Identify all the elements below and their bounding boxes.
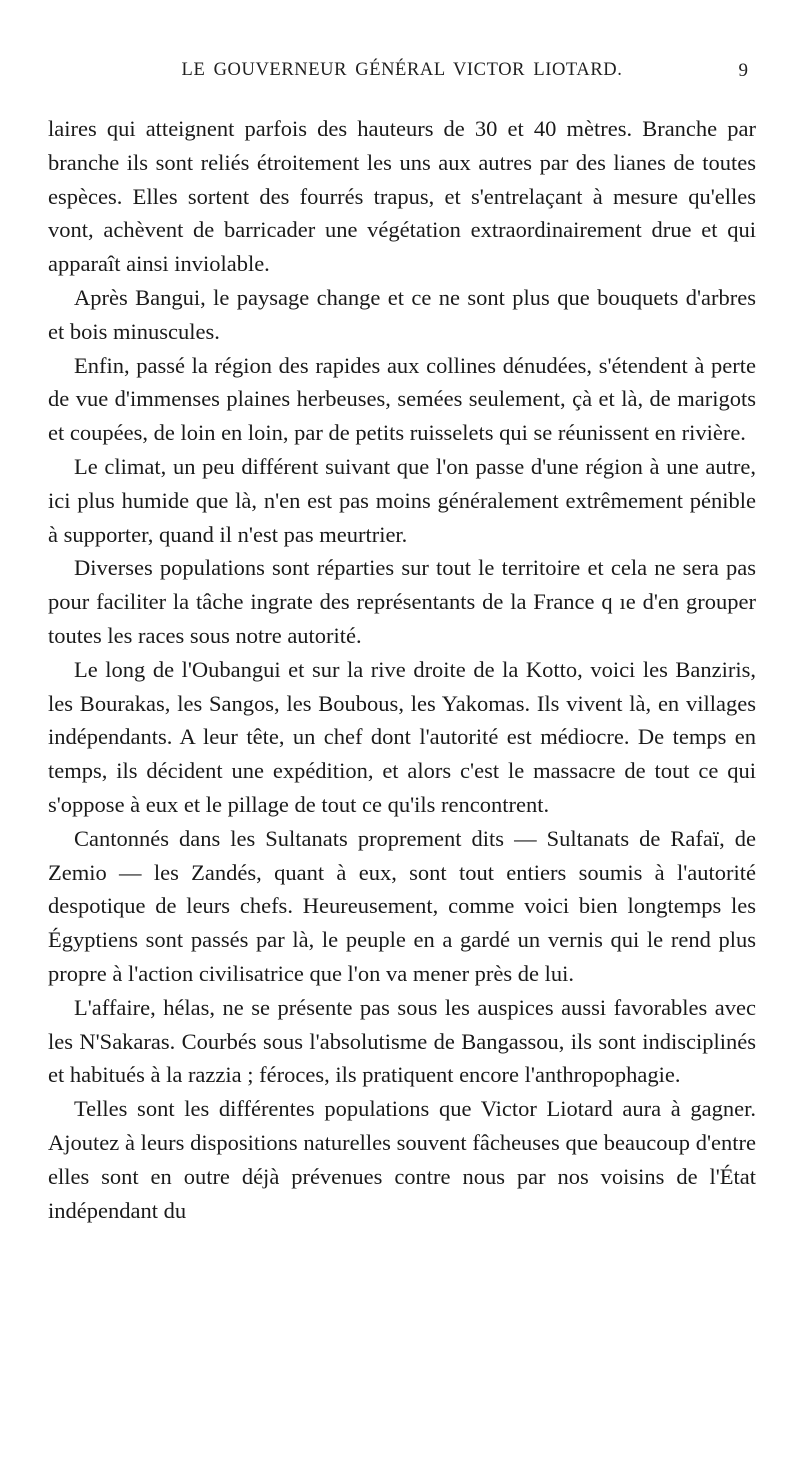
paragraph: Cantonnés dans les Sultanats proprement dits — Sultanats de Rafaï, de Zemio — les Zandés, quant à eux, sont tout entiers soumis à l'autorité despotique de leurs chefs. Heureusement, comme voici bien longtemps les Égyptiens sont passés par là, le peuple en a gardé un vernis qui le rend plus propre à l'action civilisatrice que l'on va mener près de lui.	[48, 825, 756, 986]
paragraph: Enfin, passé la région des rapides aux collines dénudées, s'étendent à perte de vue d'immenses plaines herbeuses, semées seulement, çà et là, de marigots et coupées, de loin en loin, par de petits ruisselets qui se réunissent en rivière.	[48, 352, 756, 446]
running-head	[48, 58, 756, 92]
paragraph: L'affaire, hélas, ne se présente pas sous les auspices aussi favorables avec les N'Sakaras. Courbés sous l'absolutisme de Bangassou, ils sont indisciplinés et habitués à la razzia ; féroces, ils pratiquent encore l'anthropophagie.	[48, 994, 756, 1088]
paragraph: Le long de l'Oubangui et sur la rive droite de la Kotto, voici les Banziris, les Bourakas, les Sangos, les Boubous, les Yakomas. Ils vivent là, en villages indépendants. A leur tête, un chef dont l'autorité est médiocre. De temps en temps, ils décident une expédition, et alors c'est le massacre de tout ce qui s'oppose à eux et le pillage de tout ce qu'ils rencontrent.	[48, 656, 756, 817]
paragraph-continued: laires qui atteignent parfois des hauteurs de 30 et 40 mètres. Branche par branche ils sont reliés étroitement les uns aux autres par des lianes de toutes espèces. Elles sortent des fourrés trapus, et s'entrelaçant à mesure qu'elles vont, achèvent de barricader une végétation extraordinairement drue et qui apparaît ainsi inviolable.	[48, 116, 756, 277]
paragraph: Le climat, un peu différent suivant que l'on passe d'une région à une autre, ici plus humide que là, n'en est pas moins généralement extrêmement pénible à supporter, quand il n'est pas meurtrier.	[48, 453, 756, 547]
page-number: 9	[738, 60, 748, 81]
paragraph: Après Bangui, le paysage change et ce ne sont plus que bouquets d'arbres et bois minuscules.	[48, 284, 756, 344]
paragraph: Telles sont les différentes populations que Victor Liotard aura à gagner. Ajoutez à leurs dispositions naturelles souvent fâcheuses que beaucoup d'entre elles sont en outre déjà prévenues contre nous par nos voisins de l'État indépendant du	[48, 1096, 756, 1223]
running-title: LE GOUVERNEUR GÉNÉRAL VICTOR LIOTARD.	[181, 60, 623, 80]
paragraph: Diverses populations sont réparties sur tout le territoire et cela ne sera pas pour faciliter la tâche ingrate des représentants de la France q ıe d'en grouper toutes les races sous notre autorité.	[48, 555, 756, 648]
body-text	[48, 112, 756, 1227]
